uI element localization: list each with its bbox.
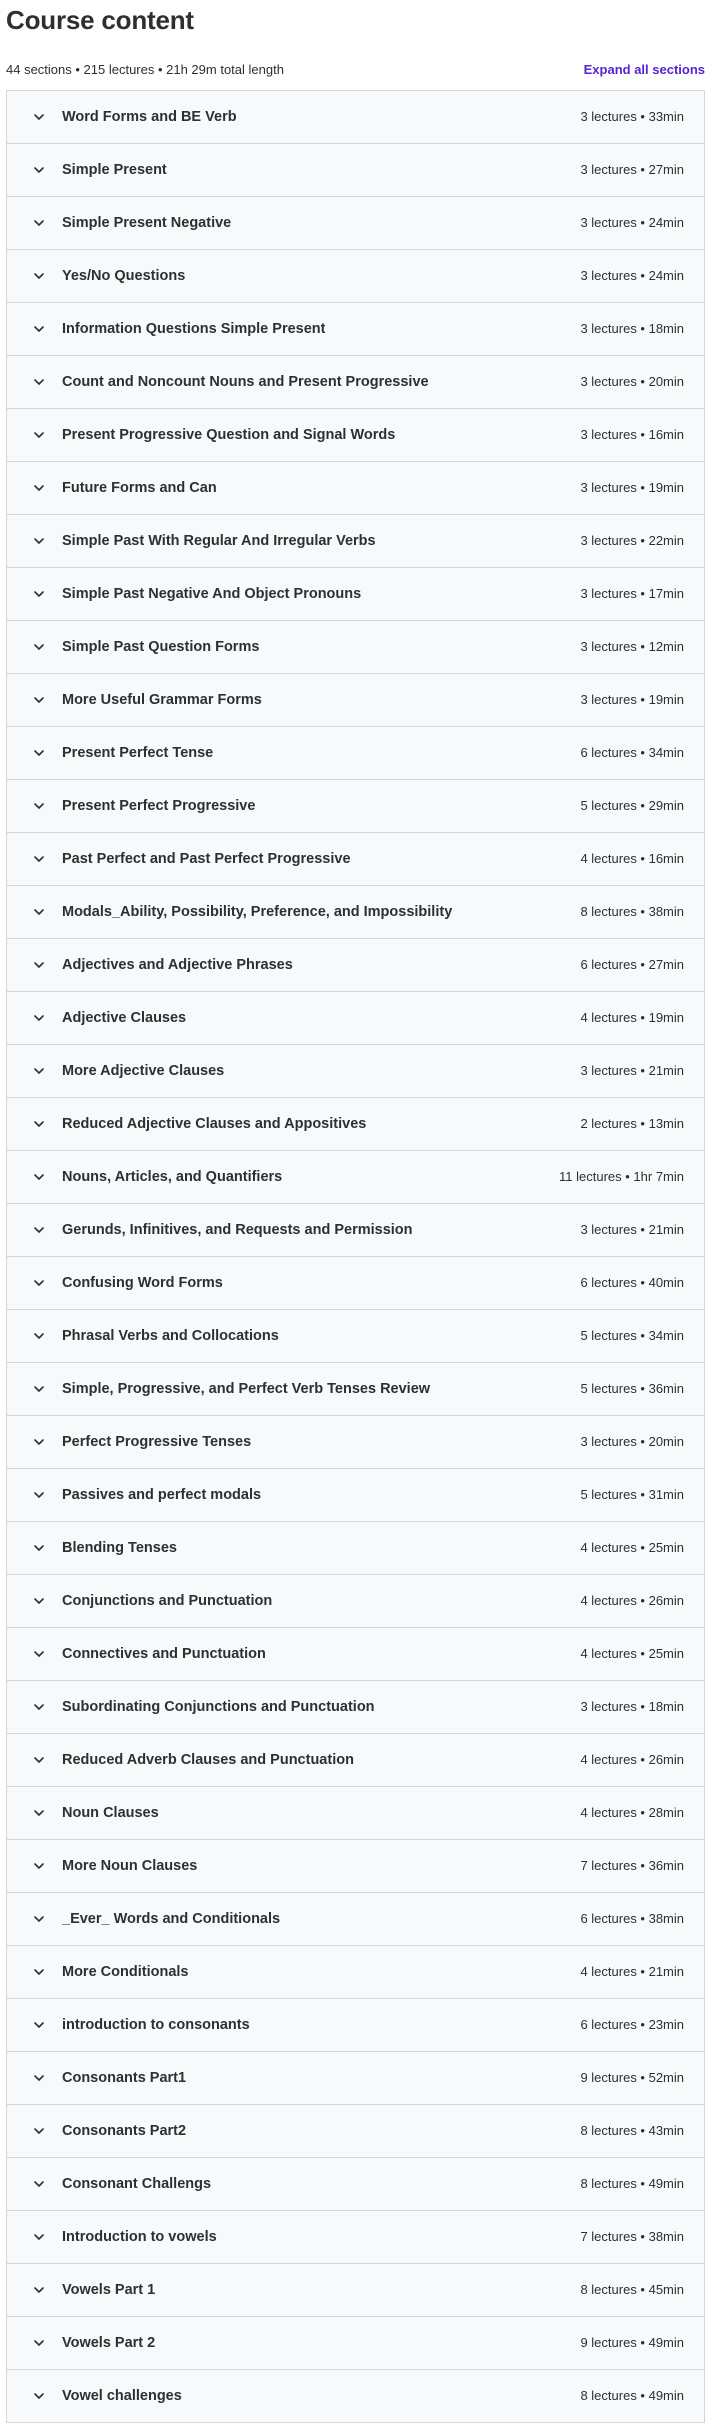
section-title: Blending Tenses <box>62 1540 177 1556</box>
section-header[interactable] <box>7 674 704 727</box>
section-header[interactable] <box>7 1628 704 1681</box>
section-header[interactable] <box>7 462 704 515</box>
section-lecture-count: 3 lectures • 12min <box>580 639 684 654</box>
section-header[interactable] <box>7 992 704 1045</box>
section-title: Reduced Adjective Clauses and Appositives <box>62 1116 367 1132</box>
section-lecture-count: 4 lectures • 28min <box>580 1805 684 1820</box>
section-title: Word Forms and BE Verb <box>62 109 237 125</box>
chevron-down-icon[interactable] <box>31 1752 47 1768</box>
section-title: Reduced Adverb Clauses and Punctuation <box>62 1752 354 1768</box>
section-header[interactable] <box>7 409 704 462</box>
section-lecture-count: 7 lectures • 38min <box>580 2229 684 2244</box>
section-lecture-count: 3 lectures • 18min <box>580 321 684 336</box>
section-title: Past Perfect and Past Perfect Progressive <box>62 851 351 867</box>
section-header[interactable] <box>7 1363 704 1416</box>
section-header[interactable] <box>7 2317 704 2370</box>
section-title: Passives and perfect modals <box>62 1487 262 1503</box>
chevron-down-icon[interactable] <box>31 374 47 390</box>
section-lecture-count: 3 lectures • 33min <box>580 109 684 124</box>
section-title: Consonant Challengs <box>62 2176 212 2192</box>
section-title: Vowels Part 2 <box>62 2335 156 2351</box>
section-lecture-count: 3 lectures • 17min <box>580 586 684 601</box>
chevron-down-icon[interactable] <box>31 1169 47 1185</box>
section-lecture-count: 3 lectures • 22min <box>580 533 684 548</box>
section-header[interactable] <box>7 1840 704 1893</box>
section-lecture-count: 4 lectures • 21min <box>580 1964 684 1979</box>
section-header[interactable] <box>7 356 704 409</box>
section-title: Present Perfect Progressive <box>62 798 256 814</box>
section-title: Adjective Clauses <box>62 1010 187 1026</box>
section-header[interactable] <box>7 2052 704 2105</box>
section-lecture-count: 3 lectures • 27min <box>580 162 684 177</box>
section-header[interactable] <box>7 833 704 886</box>
section-header[interactable] <box>7 91 704 144</box>
chevron-down-icon[interactable] <box>31 957 47 973</box>
section-lecture-count: 6 lectures • 23min <box>580 2017 684 2032</box>
section-lecture-count: 3 lectures • 18min <box>580 1699 684 1714</box>
chevron-down-icon[interactable] <box>31 2017 47 2033</box>
chevron-down-icon[interactable] <box>31 1275 47 1291</box>
section-title: More Useful Grammar Forms <box>62 692 262 708</box>
section-title: Yes/No Questions <box>62 268 186 284</box>
section-title: Introduction to vowels <box>62 2229 217 2245</box>
section-lecture-count: 6 lectures • 38min <box>580 1911 684 1926</box>
section-title: Noun Clauses <box>62 1805 159 1821</box>
chevron-down-icon[interactable] <box>31 427 47 443</box>
section-header[interactable] <box>7 197 704 250</box>
chevron-down-icon[interactable] <box>31 109 47 125</box>
section-title: More Adjective Clauses <box>62 1063 225 1079</box>
section-lecture-count: 9 lectures • 52min <box>580 2070 684 2085</box>
section-header[interactable] <box>7 1893 704 1946</box>
course-summary: 44 sections • 215 lectures • 21h 29m total length <box>6 62 284 77</box>
section-title: Simple, Progressive, and Perfect Verb Tenses Review <box>62 1381 431 1397</box>
section-title: Consonants Part1 <box>62 2070 187 2086</box>
section-header[interactable] <box>7 886 704 939</box>
chevron-down-icon[interactable] <box>31 2229 47 2245</box>
section-title: Connectives and Punctuation <box>62 1646 266 1662</box>
chevron-down-icon[interactable] <box>31 1911 47 1927</box>
section-lecture-count: 8 lectures • 45min <box>580 2282 684 2297</box>
section-header[interactable] <box>7 1469 704 1522</box>
section-header[interactable] <box>7 621 704 674</box>
section-lecture-count: 3 lectures • 16min <box>580 427 684 442</box>
section-lecture-count: 4 lectures • 19min <box>580 1010 684 1025</box>
chevron-down-icon[interactable] <box>31 1699 47 1715</box>
chevron-down-icon[interactable] <box>31 2070 47 2086</box>
section-header[interactable] <box>7 939 704 992</box>
section-header[interactable] <box>7 780 704 833</box>
section-title: Simple Present <box>62 162 167 178</box>
section-lecture-count: 2 lectures • 13min <box>580 1116 684 1131</box>
chevron-down-icon[interactable] <box>31 1646 47 1662</box>
chevron-down-icon[interactable] <box>31 745 47 761</box>
section-lecture-count: 6 lectures • 34min <box>580 745 684 760</box>
section-header[interactable] <box>7 2158 704 2211</box>
section-title: More Conditionals <box>62 1964 189 1980</box>
chevron-down-icon[interactable] <box>31 1063 47 1079</box>
section-header[interactable] <box>7 568 704 621</box>
chevron-down-icon[interactable] <box>31 1805 47 1821</box>
chevron-down-icon[interactable] <box>31 480 47 496</box>
chevron-down-icon[interactable] <box>31 321 47 337</box>
chevron-down-icon[interactable] <box>31 1222 47 1238</box>
section-title: Perfect Progressive Tenses <box>62 1434 252 1450</box>
section-header[interactable] <box>7 1310 704 1363</box>
chevron-down-icon[interactable] <box>31 2176 47 2192</box>
section-lecture-count: 3 lectures • 19min <box>580 480 684 495</box>
chevron-down-icon[interactable] <box>31 2123 47 2139</box>
section-title: Vowels Part 1 <box>62 2282 156 2298</box>
section-header[interactable] <box>7 1151 704 1204</box>
section-lecture-count: 8 lectures • 49min <box>580 2388 684 2403</box>
chevron-down-icon[interactable] <box>31 1964 47 1980</box>
section-lecture-count: 3 lectures • 24min <box>580 215 684 230</box>
section-header[interactable] <box>7 1575 704 1628</box>
section-lecture-count: 3 lectures • 24min <box>580 268 684 283</box>
section-title: Phrasal Verbs and Collocations <box>62 1328 279 1344</box>
section-header[interactable] <box>7 2211 704 2264</box>
section-title: Future Forms and Can <box>62 480 217 496</box>
chevron-down-icon[interactable] <box>31 851 47 867</box>
section-lecture-count: 3 lectures • 19min <box>580 692 684 707</box>
section-header[interactable] <box>7 2264 704 2317</box>
section-lecture-count: 8 lectures • 43min <box>580 2123 684 2138</box>
section-title: introduction to consonants <box>62 2017 250 2033</box>
expand-all-sections-button[interactable]: Expand all sections <box>584 59 705 81</box>
section-title: Vowel challenges <box>62 2388 182 2404</box>
section-lecture-count: 7 lectures • 36min <box>580 1858 684 1873</box>
section-list <box>6 90 705 2423</box>
section-header[interactable] <box>7 727 704 780</box>
chevron-down-icon[interactable] <box>31 1858 47 1874</box>
section-title: _Ever_ Words and Conditionals <box>62 1911 281 1927</box>
section-lecture-count: 4 lectures • 26min <box>580 1593 684 1608</box>
chevron-down-icon[interactable] <box>31 1010 47 1026</box>
section-header[interactable] <box>7 1045 704 1098</box>
section-lecture-count: 3 lectures • 21min <box>580 1222 684 1237</box>
section-lecture-count: 3 lectures • 20min <box>580 1434 684 1449</box>
section-title: Modals_Ability, Possibility, Preference, and Impossibility <box>62 904 453 920</box>
section-header[interactable] <box>7 515 704 568</box>
section-header[interactable] <box>7 1999 704 2052</box>
section-header[interactable] <box>7 1204 704 1257</box>
section-lecture-count: 9 lectures • 49min <box>580 2335 684 2350</box>
section-title: Simple Past Question Forms <box>62 639 260 655</box>
section-title: Simple Past With Regular And Irregular Verbs <box>62 533 376 549</box>
section-header[interactable] <box>7 2370 704 2423</box>
section-lecture-count: 5 lectures • 34min <box>580 1328 684 1343</box>
chevron-down-icon[interactable] <box>31 586 47 602</box>
section-title: Adjectives and Adjective Phrases <box>62 957 293 973</box>
section-title: Count and Noncount Nouns and Present Progressive <box>62 374 429 390</box>
section-header[interactable] <box>7 1416 704 1469</box>
chevron-down-icon[interactable] <box>31 1540 47 1556</box>
section-lecture-count: 5 lectures • 29min <box>580 798 684 813</box>
section-lecture-count: 4 lectures • 25min <box>580 1646 684 1661</box>
section-header[interactable] <box>7 1522 704 1575</box>
section-header[interactable] <box>7 1946 704 1999</box>
chevron-down-icon[interactable] <box>31 798 47 814</box>
page-title: Course content <box>6 5 194 35</box>
section-title: More Noun Clauses <box>62 1858 198 1874</box>
section-lecture-count: 4 lectures • 26min <box>580 1752 684 1767</box>
section-header[interactable] <box>7 1681 704 1734</box>
chevron-down-icon[interactable] <box>31 1116 47 1132</box>
section-header[interactable] <box>7 1787 704 1840</box>
course-summary-row <box>6 59 705 81</box>
section-title: Information Questions Simple Present <box>62 321 326 337</box>
chevron-down-icon[interactable] <box>31 1381 47 1397</box>
chevron-down-icon[interactable] <box>31 2388 47 2404</box>
chevron-down-icon[interactable] <box>31 904 47 920</box>
chevron-down-icon[interactable] <box>31 1487 47 1503</box>
section-lecture-count: 5 lectures • 31min <box>580 1487 684 1502</box>
section-title: Conjunctions and Punctuation <box>62 1593 273 1609</box>
chevron-down-icon[interactable] <box>31 2282 47 2298</box>
section-lecture-count: 3 lectures • 20min <box>580 374 684 389</box>
section-lecture-count: 4 lectures • 16min <box>580 851 684 866</box>
section-title: Simple Present Negative <box>62 215 232 231</box>
section-header[interactable] <box>7 1734 704 1787</box>
section-header[interactable] <box>7 250 704 303</box>
chevron-down-icon[interactable] <box>31 162 47 178</box>
section-lecture-count: 8 lectures • 49min <box>580 2176 684 2191</box>
chevron-down-icon[interactable] <box>31 1593 47 1609</box>
chevron-down-icon[interactable] <box>31 2335 47 2351</box>
section-title: Consonants Part2 <box>62 2123 187 2139</box>
section-lecture-count: 5 lectures • 36min <box>580 1381 684 1396</box>
section-title: Subordinating Conjunctions and Punctuation <box>62 1699 375 1715</box>
section-title: Nouns, Articles, and Quantifiers <box>62 1169 283 1185</box>
section-lecture-count: 6 lectures • 40min <box>580 1275 684 1290</box>
section-lecture-count: 4 lectures • 25min <box>580 1540 684 1555</box>
section-title: Present Progressive Question and Signal Words <box>62 427 396 443</box>
section-header[interactable] <box>7 303 704 356</box>
section-header[interactable] <box>7 2105 704 2158</box>
chevron-down-icon[interactable] <box>31 1434 47 1450</box>
section-lecture-count: 8 lectures • 38min <box>580 904 684 919</box>
section-header[interactable] <box>7 144 704 197</box>
section-title: Present Perfect Tense <box>62 745 214 761</box>
section-title: Gerunds, Infinitives, and Requests and Permission <box>62 1222 413 1238</box>
section-lecture-count: 3 lectures • 21min <box>580 1063 684 1078</box>
section-lecture-count: 6 lectures • 27min <box>580 957 684 972</box>
chevron-down-icon[interactable] <box>31 215 47 231</box>
section-lecture-count: 11 lectures • 1hr 7min <box>559 1169 684 1184</box>
chevron-down-icon[interactable] <box>31 533 47 549</box>
chevron-down-icon[interactable] <box>31 1328 47 1344</box>
chevron-down-icon[interactable] <box>31 268 47 284</box>
section-title: Simple Past Negative And Object Pronouns <box>62 586 362 602</box>
section-header[interactable] <box>7 1257 704 1310</box>
section-header[interactable] <box>7 1098 704 1151</box>
section-title: Confusing Word Forms <box>62 1275 223 1291</box>
chevron-down-icon[interactable] <box>31 692 47 708</box>
chevron-down-icon[interactable] <box>31 639 47 655</box>
